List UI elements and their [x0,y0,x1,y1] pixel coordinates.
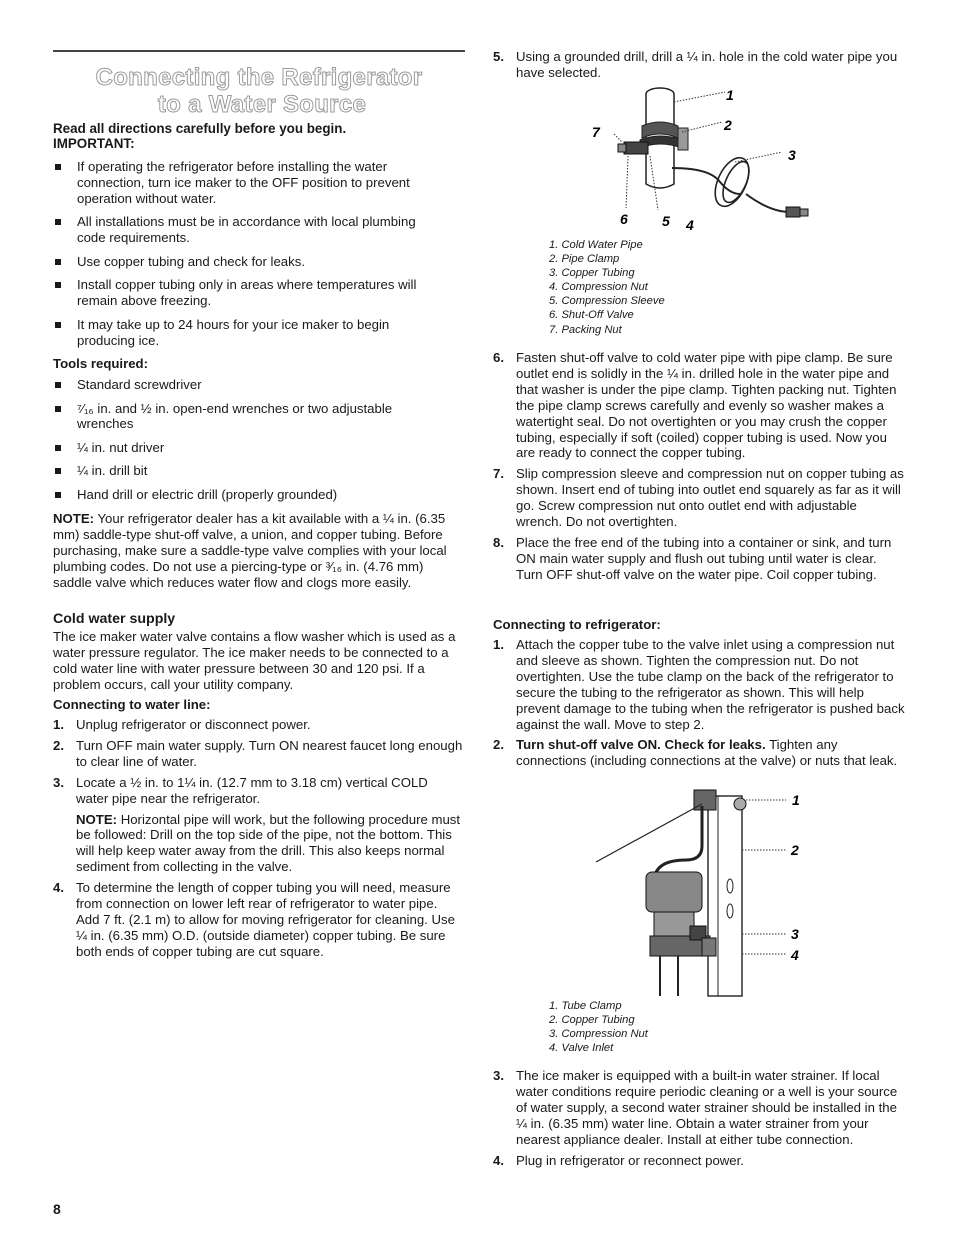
list-item: Hand drill or electric drill (properly grounded) [53,487,443,503]
callout-7: 7 [592,124,600,140]
list-item: If operating the refrigerator before installing the water connection, turn ice maker to the OFF position to prevent operation without water. [53,159,443,207]
note-paragraph [53,511,463,591]
step3-note: NOTE: Horizontal pipe will work, but the following procedure must be followed: Drill on the top side of the pipe, not the bottom. This will help keep water away from the drill. This also keeps normal sediment from collecting in the valve. [76,811,461,875]
list-item: 2. Turn shut-off valve ON. Check for leaks. Tighten any connections (including connections at the valve) or nuts that leak. [493,737,898,769]
callout-4: 4 [791,947,799,963]
caption: 3. Copper Tubing [549,267,635,280]
fridge-steps-3-4 [493,1068,905,1173]
callout-2: 2 [724,117,732,133]
list-item: 1. Unplug refrigerator or disconnect power. [53,717,311,732]
caption: 3. Compression Nut [549,1028,648,1041]
callout-leader [614,134,622,142]
callout-4: 4 [686,217,694,232]
tubing-end [746,194,790,212]
list-item: 4. To determine the length of copper tubing you will need, measure from connection on lower left rear of refrigerator to water pipe. Add 7 ft. (2.1 m) to allow for moving refrigerator for cleaning. Use ¼ in. (6.35 mm) O.D. (outside diameter) copper tubing. Be sure both ends of copper tubing are cut square. [53,880,455,959]
step-number: 2. [53,737,64,753]
list-item: It may take up to 24 hours for your ice maker to begin producing ice. [53,317,443,349]
page-title-line1: Connecting the Refrigerator [95,64,423,91]
clamp-screw [734,798,746,810]
step-number: 1. [53,717,64,732]
list-item: 3. The ice maker is equipped with a built-in water strainer. If local water conditions require periodic cleaning or a well is your source of water supply, a second water strainer should be installed in the ¼ in. (6.35 mm) water line. Obtain a water strainer from your nearest appliance dealer. Install at either tube connection. [493,1068,898,1147]
figure1-captions [549,238,665,337]
figure-refrigerator-connection [590,786,820,1000]
valve-inlet [702,938,716,956]
step-number: 3. [53,774,64,790]
caption: 4. Compression Nut [549,281,648,294]
tubing-coil-2 [718,158,755,206]
water-steps [53,717,463,965]
caption: 2. Copper Tubing [549,1014,635,1027]
list-item: 7. Slip compression sleeve and compression nut on copper tubing as shown. Insert end of tubing into outlet end squarely as far as it will go. Screw compression nut onto outlet end with adjustable wrench. Do not overtighten. [493,466,904,530]
list-item: Standard screwdriver [53,377,443,393]
note-text: Your refrigerator dealer has a kit available with a ¼ in. (6.35 mm) saddle-type shut-off valve, a union, and copper tubing. Before purchasing, make sure a saddle-type valve complies with your local plumbing codes. Do not use a piercing-type or ³⁄₁₆ in. (4.76 mm) saddle valve which reduces water flow and clogs more easily. [53,511,447,590]
important-heading: IMPORTANT: [53,136,135,151]
list-item: All installations must be in accordance with local plumbing code requirements. [53,214,443,246]
callout-6: 6 [620,211,628,227]
step5 [493,49,905,86]
figure-water-pipe-valve [560,82,830,232]
pointer-line [596,804,702,862]
tubing-coil-1 [708,153,755,212]
tools-list [53,377,443,510]
caption: 1. Tube Clamp [549,1000,622,1012]
list-item: ⁷⁄₁₆ in. and ½ in. open-end wrenches or two adjustable wrenches [53,401,443,433]
important-list [53,159,443,356]
read-all-heading: Read all directions carefully before you begin. IMPORTANT: [53,121,465,151]
steps-6-8 [493,350,905,588]
caption: 2. Pipe Clamp [549,253,620,266]
page-title [53,64,465,118]
figure2-captions [549,999,648,1055]
step-number: 4. [53,880,64,896]
callout-leader [626,156,628,208]
list-item: 1. Attach the copper tube to the valve inlet using a compression nut and sleeve as shown. Tighten the compression nut. Do not overtighten. Use the tube clamp on the back of the refrigerator to secure the tubing to the refrigerator as shown. This will help prevent damage to the tubing when the refrigerator is pushed back against the wall. Move to step 2. [493,637,905,732]
callout-2: 2 [791,842,799,858]
page-number: 8 [53,1201,61,1217]
compression-sleeve [800,209,808,216]
caption: 1. Cold Water Pipe [549,239,643,251]
callout-1: 1 [792,792,800,808]
list-item: 6. Fasten shut-off valve to cold water pipe with pipe clamp. Be sure outlet end is solidly in the ¼ in. drilled hole in the water pipe and that washer is under the pipe clamp. Tighten packing nut. Tighten the pipe clamp screws carefully and evenly so washer makes a watertight seal. Do not overtighten or you may crush the copper tubing, especially if soft (coiled) copper tubing is used. Now you are ready to connect the copper tubing. [493,350,897,461]
water-valve [646,872,702,912]
callout-leader [735,152,782,162]
header-rule [53,50,465,52]
callout-1: 1 [726,87,734,103]
tools-heading: Tools required: [53,356,149,371]
list-item: Use copper tubing and check for leaks. [53,254,443,270]
list-item: 3. Locate a ½ in. to 1¼ in. (12.7 mm to 3.18 cm) vertical COLD water pipe near the refrigerator. NOTE: Horizontal pipe will work, but the following procedure must be followed: Drill on the top side of the pipe, not the bottom. This will help keep water away from the drill. This also keeps normal sediment from collecting in the valve. [53,775,463,875]
note-label: NOTE: [53,511,95,526]
list-item: Install copper tubing only in areas where temperatures will remain above freezing. [53,277,443,309]
page-title-line2: to a Water Source [157,91,367,118]
caption: 7. Packing Nut [549,323,622,336]
list-item: ¼ in. drill bit [53,463,443,479]
caption: 6. Shut-Off Valve [549,309,634,322]
caption: 5. Compression Sleeve [549,295,665,308]
callout-3: 3 [788,147,796,163]
list-item: 5. Using a grounded drill, drill a ¼ in. hole in the cold water pipe you have selected. [493,49,898,80]
caption: 4. Valve Inlet [549,1042,614,1055]
connecting-water-heading: Connecting to water line: [53,697,211,712]
cold-water-heading: Cold water supply [53,611,176,627]
list-item: 8. Place the free end of the tubing into a container or sink, and turn ON main water supply and flush out tubing until water is clear. Turn OFF shut-off valve on the water pipe. Coil copper tubing. [493,534,892,582]
refrigerator-back-panel [708,796,742,996]
list-item: 4. Plug in refrigerator or reconnect power. [493,1152,744,1168]
callout-leader [674,92,725,102]
callout-leader [682,122,722,132]
shut-off-valve [624,142,648,154]
cold-water-text: The ice maker water valve contains a flow washer which is used as a water pressure regulator. The ice maker needs to be connected to a cold water line with water pressure between 30 and 120 psi. If a problem occurs, call your utility company. [53,629,456,692]
list-item: ¼ in. nut driver [53,440,443,456]
list-item: 2. Turn OFF main water supply. Turn ON nearest faucet long enough to clear line of water. [53,737,463,769]
callout-5: 5 [662,213,670,229]
compression-nut [786,207,800,217]
packing-nut [618,144,626,152]
fridge-steps-1-2 [493,637,905,774]
callout-3: 3 [791,926,799,942]
connecting-fridge-heading: Connecting to refrigerator: [493,617,661,632]
